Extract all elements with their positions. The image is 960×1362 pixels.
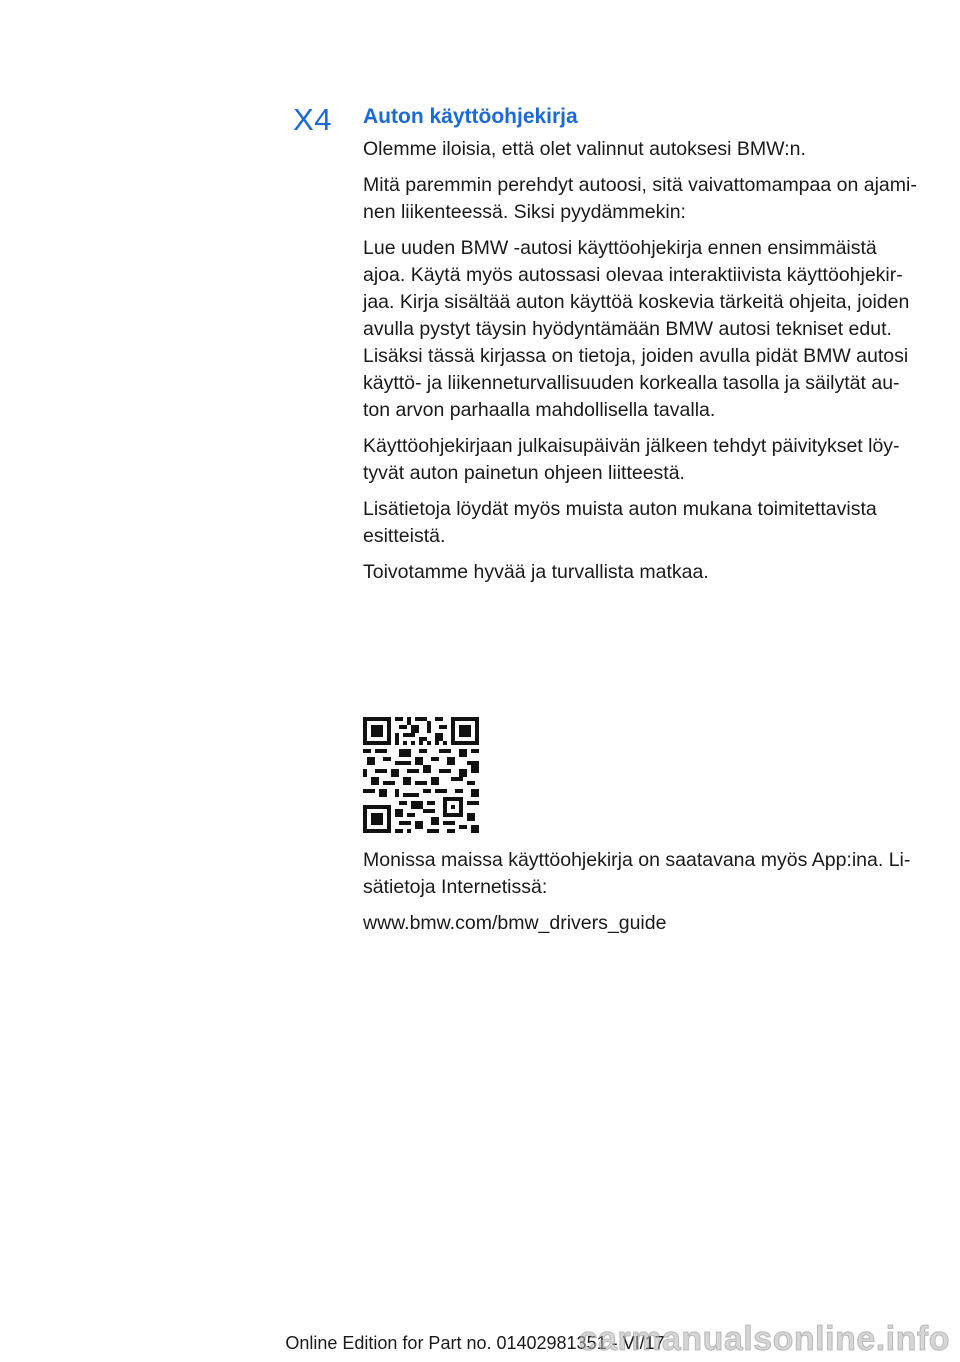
intro-paragraph-3: Lue uuden BMW -autosi käyttöohjekirja ennen ensimmäistä ajoa. Käytä myös autossasi olevaa interaktiivista käyttöohjekir‐ jaa. Kirja sisältää auton käyttöä koskevia tärkeitä ohjeita, joiden avulla pystyt täysin hyödyntämään BMW autosi tekniset edut. Lisäksi tässä kirjassa on tietoja, joiden avulla pidät BMW autosi käyttö- ja liikenneturvallisuuden korkealla tasolla ja säilytät au‐ ton arvon parhaalla mahdollisella tavalla. [363, 237, 910, 421]
intro-paragraph-2: Mitä paremmin perehdyt autoosi, sitä vaivattomampaa on ajami‐ nen liikenteessä. Siksi pyydämmekin: [363, 174, 917, 223]
intro-section [363, 104, 933, 595]
app-info-text: Monissa maissa käyttöohjekirja on saatavana myös App:ina. Li‐ sätietoja Internetissä: [363, 849, 911, 898]
page-title: Auton käyttöohjekirja [363, 105, 578, 128]
intro-paragraph-4: Käyttöohjekirjaan julkaisupäivän jälkeen tehdyt päivitykset löy‐ tyvät auton painetun ohjeen liitteestä. [363, 435, 900, 484]
footer-edition-text: Online Edition for Part no. 01402981351 - VI/17 [285, 1333, 665, 1353]
intro-paragraph-6: Toivotamme hyvää ja turvallista matkaa. [363, 561, 709, 583]
app-section [363, 847, 933, 946]
drivers-guide-link[interactable]: www.bmw.com/bmw_drivers_guide [363, 912, 667, 934]
intro-paragraph-1: Olemme iloisia, että olet valinnut autoksesi BMW:n. [363, 138, 806, 160]
intro-paragraph-5: Lisätietoja löydät myös muista auton mukana toimitettavista esitteistä. [363, 498, 877, 547]
watermark: carmanualsonline.info [578, 1320, 950, 1358]
qr-code-icon [363, 717, 479, 833]
model-label: X4 [293, 102, 332, 137]
